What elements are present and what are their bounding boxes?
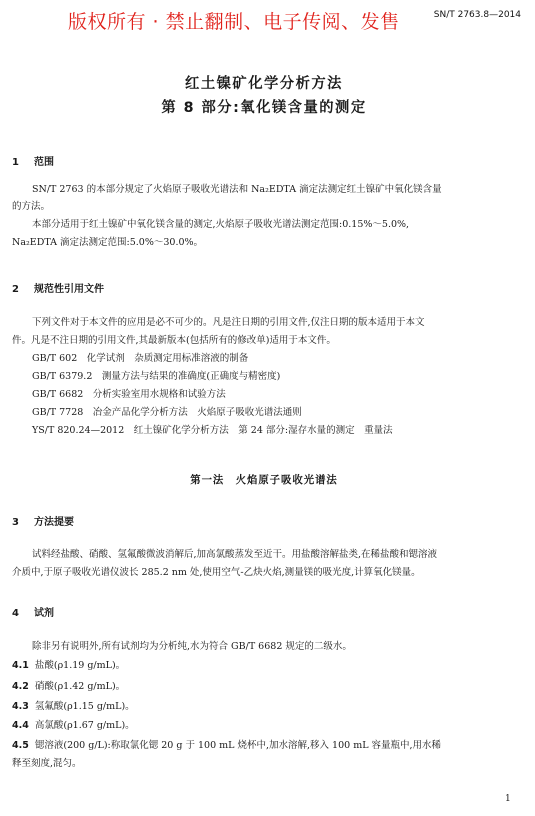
section-number: 2 (12, 284, 19, 295)
section-heading-references (12, 280, 104, 295)
paragraph-line: 释至刻度,混匀。 (12, 758, 82, 769)
standard-number: SN/T 2763.8—2014 (433, 10, 521, 20)
paragraph-line: 介质中,于原子吸收光谱仪波长 285.2 nm 处,使用空气-乙炔火焰,测量镁的吸光度,计算氧化镁量。 (12, 567, 421, 578)
paragraph-line: 除非另有说明外,所有试剂均为分析纯,水为符合 GB/T 6682 规定的二级水。 (32, 641, 352, 652)
paragraph-line: Na₂EDTA 滴定法测定范围:5.0%～30.0%。 (12, 237, 204, 248)
copyright-watermark: 版权所有 · 禁止翻制、电子传阅、发售 (68, 11, 400, 33)
section-heading-scope (12, 153, 54, 168)
reference-item: GB/T 7728 冶金产品化学分析方法 火焰原子吸收光谱法通则 (32, 407, 302, 418)
document-title: 红土镍矿化学分析方法 (185, 76, 343, 92)
reagent-text: 锶溶液(200 g/L):称取氯化锶 20 g 于 100 mL 烧杯中,加水溶解,移入 100 mL 容量瓶中,用水稀 (34, 740, 442, 751)
reagent-item (12, 659, 125, 672)
paragraph-line: 的方法。 (12, 201, 51, 212)
section-title: 试剂 (34, 608, 54, 619)
reagent-text: 盐酸(ρ1.19 g/mL)。 (34, 660, 126, 671)
paragraph-line: SN/T 2763 的本部分规定了火焰原子吸收光谱法和 Na₂EDTA 滴定法测定红土镍矿中氧化镁含量 (32, 184, 442, 195)
reference-item: GB/T 602 化学试剂 杂质测定用标准溶液的制备 (32, 353, 249, 364)
reagent-text: 氢氟酸(ρ1.15 g/mL)。 (34, 701, 135, 712)
page-number: 1 (505, 794, 511, 804)
paragraph-line: 件。凡是不注日期的引用文件,其最新版本(包括所有的修改单)适用于本文件。 (12, 335, 336, 346)
paragraph-line: 下列文件对于本文件的应用是必不可少的。凡是注日期的引用文件,仅注日期的版本适用于本文 (32, 317, 425, 328)
reagent-number: 4.3 (12, 701, 29, 712)
section-heading-reagents (12, 604, 54, 619)
section-heading-principle (12, 513, 74, 528)
reagent-text: 高氯酸(ρ1.67 g/mL)。 (34, 720, 135, 731)
reference-item: YS/T 820.24—2012 红土镍矿化学分析方法 第 24 部分:湿存水量的测定 重量法 (32, 425, 393, 436)
document-subtitle: 第 8 部分:氧化镁含量的测定 (161, 100, 367, 116)
paragraph-line: 试料经盐酸、硝酸、氢氟酸微波消解后,加高氯酸蒸发至近干。用盐酸溶解盐类,在稀盐酸和锶溶液 (32, 549, 438, 560)
section-title: 规范性引用文件 (34, 284, 104, 295)
method-title: 第一法 火焰原子吸收光谱法 (190, 474, 338, 486)
section-number: 3 (12, 517, 19, 528)
reagent-item (12, 700, 135, 713)
section-number: 1 (12, 157, 19, 168)
reagent-number: 4.4 (12, 720, 29, 731)
reagent-text: 硝酸(ρ1.42 g/mL)。 (34, 681, 126, 692)
reference-item: GB/T 6682 分析实验室用水规格和试验方法 (32, 389, 226, 400)
reagent-item (12, 739, 441, 752)
paragraph-line: 本部分适用于红土镍矿中氧化镁含量的测定,火焰原子吸收光谱法测定范围:0.15%～5.0%, (32, 219, 410, 230)
reagent-number: 4.2 (12, 681, 29, 692)
reagent-number: 4.1 (12, 660, 29, 671)
reagent-item (12, 680, 125, 693)
reference-item: GB/T 6379.2 测量方法与结果的准确度(正确度与精密度) (32, 371, 281, 382)
section-title: 方法提要 (34, 517, 74, 528)
section-title: 范围 (34, 157, 54, 168)
reagent-item (12, 719, 135, 732)
section-number: 4 (12, 608, 19, 619)
reagent-number: 4.5 (12, 740, 29, 751)
